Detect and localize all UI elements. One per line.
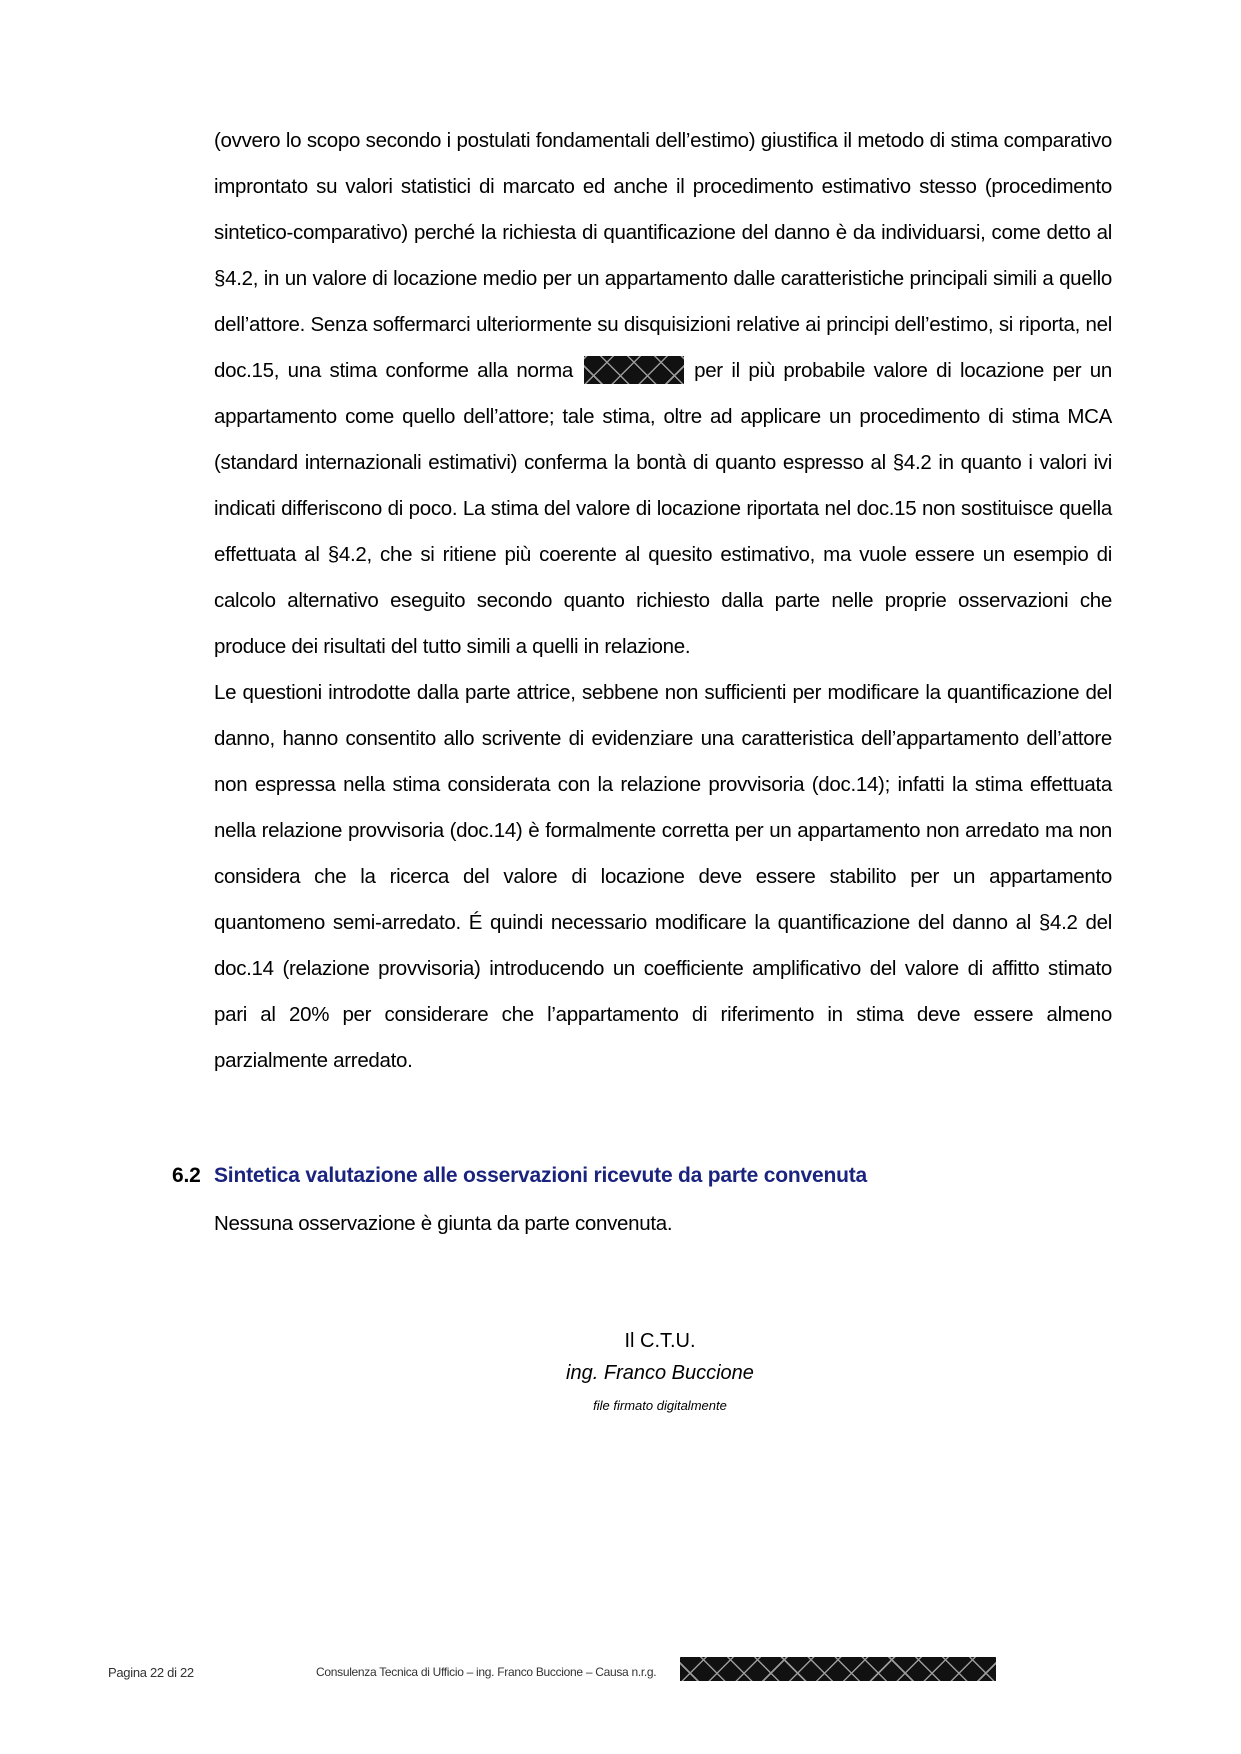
redacted-case-number-block	[680, 1657, 996, 1681]
footer-page-number: Pagina 22 di 22	[108, 1665, 194, 1680]
paragraph-1-part-2: per il più probabile valore di locazione per un appartamento come quello dell’attore; tale stima, oltre ad applicare un procedimento di stima MCA (standard internazionali estimativi) conferma la bontà di quanto espresso al §4.2 in quanto i valori ivi indicati differiscono di poco. La stima del valore di locazione riportata nel doc.15 non sostituisce quella effettuata al §4.2, che si ritiene più coerente al quesito estimativo, ma vuole essere un esempio di calcolo alternativo eseguito secondo quanto richiesto dalla parte nelle proprie osservazioni che produce dei risultati del tutto simili a quelli in relazione.	[214, 359, 1112, 658]
paragraph-2: Le questioni introdotte dalla parte attrice, sebbene non sufficienti per modificare la quantificazione del danno, hanno consentito allo scrivente di evidenziare una caratteristica dell’appartamento dell’attore non espressa nella stima considerata con la relazione provvisoria (doc.14); infatti la stima effettuata nella relazione provvisoria (doc.14) è formalmente corretta per un appartamento non arredato ma non considera che la ricerca del valore di locazione deve essere stabilito per un appartamento quantomeno semi-arredato. É quindi necessario modificare la quantificazione del danno al §4.2 del doc.14 (relazione provvisoria) introducendo un coefficiente amplificativo del valore di affitto stimato pari al 20% per considerare che l’appartamento di riferimento in stima deve essere almeno parzialmente arredato.	[214, 681, 1112, 1072]
paragraph-1	[214, 118, 1112, 670]
section-title: Sintetica valutazione alle osservazioni ricevute da parte convenuta	[214, 1164, 868, 1187]
footer-info: Consulenza Tecnica di Ufficio – ing. Franco Buccione – Causa n.r.g.	[316, 1665, 657, 1679]
section-number: 6.2	[172, 1164, 201, 1187]
signature-role: Il C.T.U.	[624, 1330, 696, 1352]
paragraph-1-part-1: (ovvero lo scopo secondo i postulati fondamentali dell’estimo) giustifica il metodo di stima comparativo improntato su valori statistici di marcato ed anche il procedimento estimativo stesso (procedimento sintetico-comparativo) perché la richiesta di quantificazione del danno è da individuarsi, come detto al §4.2, in un valore di locazione medio per un appartamento dalle caratteristiche principali simili a quello dell’attore. Senza soffermarci ulteriormente su disquisizioni relative ai principi dell’estimo, si riporta, nel doc.15, una stima conforme alla norma	[214, 129, 1112, 382]
signature-note: file firmato digitalmente	[593, 1398, 727, 1413]
signature-name: ing. Franco Buccione	[566, 1362, 754, 1384]
redacted-norm-block	[584, 356, 684, 384]
section-text: Nessuna osservazione è giunta da parte convenuta.	[214, 1212, 673, 1235]
section-heading	[172, 1164, 867, 1188]
body-text	[214, 118, 1112, 1084]
